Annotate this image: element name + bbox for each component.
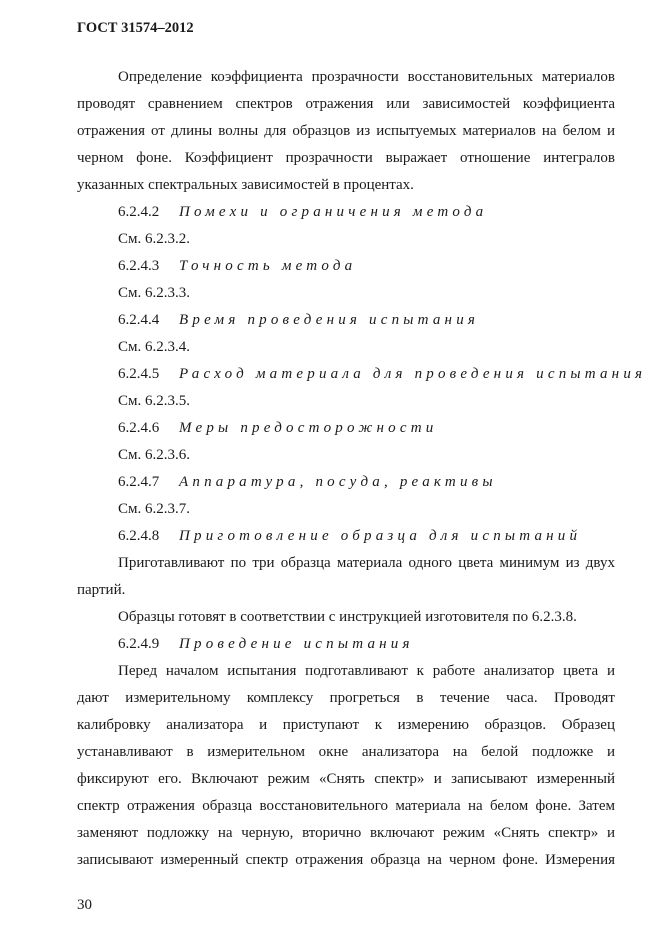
text-line: фиксируют его. Включают режим «Снять спектр» и записывают измеренный xyxy=(77,771,615,787)
text-line: Образцы готовят в соответствии с инструкцией изготовителя по 6.2.3.8. xyxy=(118,609,577,625)
text-line: калибровку анализатора и приступают к измерению образцов. Образец xyxy=(77,717,615,733)
section-title: Время проведения испытания xyxy=(179,312,480,328)
section-number: 6.2.4.7 xyxy=(118,474,160,490)
text-line: заменяют подложку на черную, вторично включают режим «Снять спектр» и xyxy=(77,825,615,841)
section-number: 6.2.4.3 xyxy=(118,258,160,274)
text-line: дают измерительному комплексу прогреться в течение часа. Проводят xyxy=(77,690,615,706)
text-line: Перед началом испытания подготавливают к работе анализатор цвета и xyxy=(118,663,615,679)
section-heading-6244 xyxy=(77,307,615,334)
paragraph-transparency-definition xyxy=(77,64,615,199)
section-number: 6.2.4.5 xyxy=(118,366,160,382)
page-number: 30 xyxy=(77,897,92,913)
section-reference: См. 6.2.3.5. xyxy=(118,393,190,409)
section-heading-6248 xyxy=(77,523,615,550)
section-number: 6.2.4.6 xyxy=(118,420,160,436)
section-reference: См. 6.2.3.4. xyxy=(118,339,190,355)
section-title: Аппаратура, посуда, реактивы xyxy=(179,474,497,490)
paragraph-test-procedure xyxy=(77,658,615,874)
document-header: ГОСТ 31574–2012 xyxy=(77,20,194,36)
section-heading-6247 xyxy=(77,469,615,496)
section-title: Проведение испытания xyxy=(179,636,414,652)
text-line: отражения от длины волны для образцов из испытуемых материалов на белом и xyxy=(77,123,615,139)
section-title: Помехи и ограничения метода xyxy=(179,204,488,220)
section-title: Расход материала для проведения испытания xyxy=(179,366,647,382)
section-title: Меры предосторожности xyxy=(179,420,438,436)
section-number: 6.2.4.4 xyxy=(118,312,160,328)
text-line: указанных спектральных зависимостей в процентах. xyxy=(77,177,414,193)
section-title: Приготовление образца для испытаний xyxy=(179,528,582,544)
section-title: Точность метода xyxy=(179,258,357,274)
text-line: спектр отражения образца восстановительного материала на белом фоне. Затем xyxy=(77,798,615,814)
section-reference: См. 6.2.3.2. xyxy=(118,231,190,247)
section-reference: См. 6.2.3.7. xyxy=(118,501,190,517)
section-heading-6243 xyxy=(77,253,615,280)
section-number: 6.2.4.9 xyxy=(118,636,160,652)
section-heading-6242 xyxy=(77,199,615,226)
section-reference: См. 6.2.3.6. xyxy=(118,447,190,463)
text-line: записывают измеренный спектр отражения образца на черном фоне. Измерения xyxy=(77,852,615,868)
page-body xyxy=(77,64,647,874)
section-number: 6.2.4.2 xyxy=(118,204,160,220)
section-heading-6249 xyxy=(77,631,615,658)
section-heading-6245 xyxy=(77,361,647,388)
text-line: партий. xyxy=(77,582,126,598)
text-line: проводят сравнением спектров отражения или зависимостей коэффициента xyxy=(77,96,615,112)
section-reference: См. 6.2.3.3. xyxy=(118,285,190,301)
text-line: Приготавливают по три образца материала одного цвета минимум из двух xyxy=(118,555,615,571)
section-number: 6.2.4.8 xyxy=(118,528,160,544)
section-heading-6246 xyxy=(77,415,615,442)
text-line: Определение коэффициента прозрачности восстановительных материалов xyxy=(118,69,615,85)
text-line: устанавливают в измерительном окне анализатора на белой подложке и xyxy=(77,744,615,760)
text-line: черном фоне. Коэффициент прозрачности выражает отношение интегралов xyxy=(77,150,615,166)
